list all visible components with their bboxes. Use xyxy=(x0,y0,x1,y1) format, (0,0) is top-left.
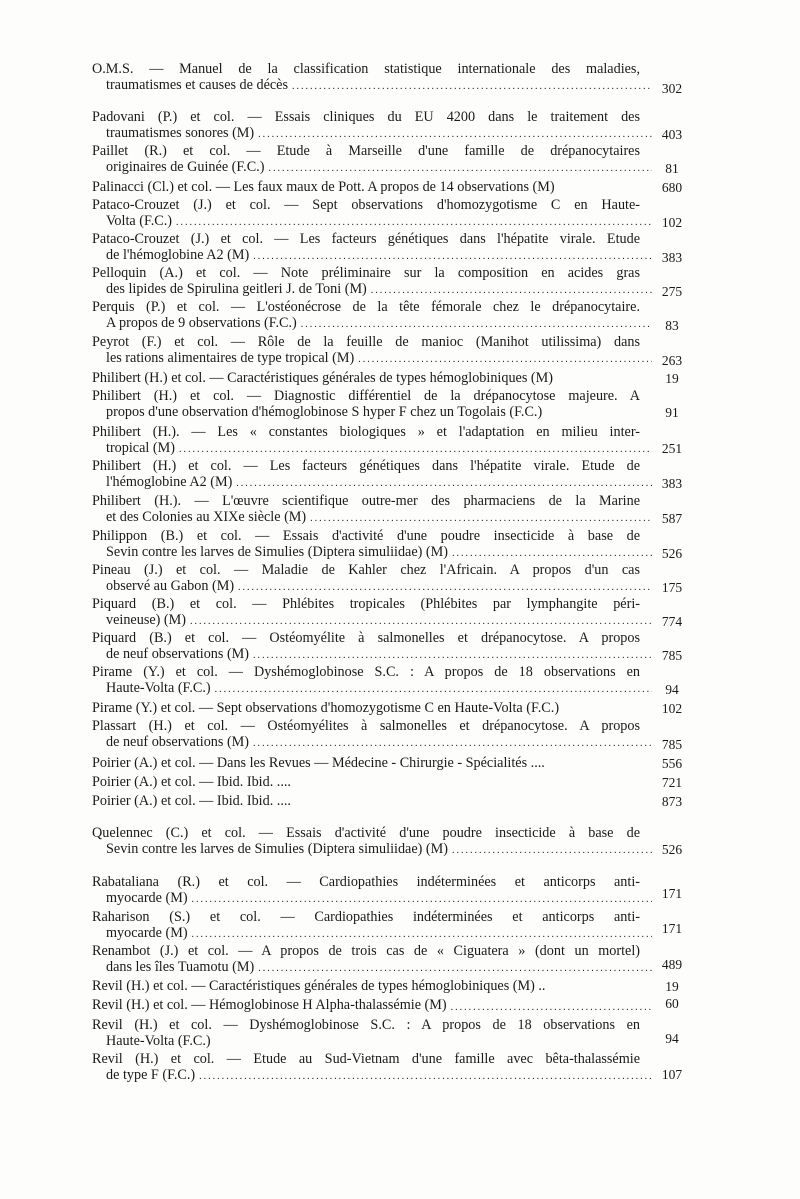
entry-line: Revil (H.) et col. — Dyshémoglobinose S.C. : A propos de 18 observations en xyxy=(92,1017,640,1033)
index-entry xyxy=(92,180,692,196)
entry-line: Revil (H.) et col. — Hémoglobinose H Alpha-thalassémie (M) xyxy=(92,997,447,1013)
entry-line: observé au Gabon (M) xyxy=(106,577,235,594)
index-entry xyxy=(92,979,692,995)
page-number: 175 xyxy=(661,580,683,595)
page-number: 383 xyxy=(661,476,683,491)
entry-line: et des Colonies au XIXe siècle (M) xyxy=(106,508,307,525)
index-entry xyxy=(92,701,692,717)
index-entry xyxy=(92,910,692,941)
entry-line: Poirier (A.) et col. — Dans les Revues — Médecine - Chirurgie - Spécialités .... xyxy=(92,755,545,771)
index-entry xyxy=(92,335,692,366)
entry-line: veineuse) (M) xyxy=(106,611,186,628)
entry-line: Renambot (J.) et col. — A propos de trois cas de « Ciguatera » (dont un mortel) xyxy=(92,943,640,959)
entry-line: de neuf observations (M) xyxy=(106,645,250,662)
page-number: 263 xyxy=(661,353,683,368)
index-entry xyxy=(92,631,692,662)
dot-leader xyxy=(253,738,652,750)
dot-leader xyxy=(176,217,652,229)
entry-line: Philibert (H.) et col. — Diagnostic différentiel de la drépanocytose majeure. A xyxy=(92,388,640,404)
entry-line: Pataco-Crouzet (J.) et col. — Les facteurs génétiques dans l'hépatite virale. Etude xyxy=(92,231,640,247)
page-number: 60 xyxy=(665,996,679,1011)
dot-leader xyxy=(192,929,652,941)
dot-leader xyxy=(451,1002,652,1014)
entry-line: Palinacci (Cl.) et col. — Les faux maux de Pott. A propos de 14 observations (M) xyxy=(92,179,555,195)
page-number: 873 xyxy=(661,794,683,809)
entry-line: myocarde (M) xyxy=(106,889,188,906)
index-entry xyxy=(92,144,692,175)
page-number: 19 xyxy=(665,371,679,386)
index-entry xyxy=(92,62,692,93)
entry-line: Revil (H.) et col. — Caractéristiques générales de types hémoglobiniques (M) .. xyxy=(92,978,546,994)
entry-line: Pirame (Y.) et col. — Dyshémoglobinose S.C. : A propos de 18 observations en xyxy=(92,664,640,680)
entry-line: Paillet (R.) et col. — Etude à Marseille d'une famille de drépanocytaires xyxy=(92,143,640,159)
index-entry xyxy=(92,1018,692,1049)
page-number: 171 xyxy=(661,921,683,936)
entry-line: Plassart (H.) et col. — Ostéomyélites à salmonelles et drépanocytose. A propos xyxy=(92,718,640,734)
dot-leader xyxy=(301,319,652,331)
entry-line: Pelloquin (A.) et col. — Note préliminaire sur la composition en acides gras xyxy=(92,265,640,281)
index-entry xyxy=(92,371,692,387)
entry-line: myocarde (M) xyxy=(106,924,188,941)
page-number: 107 xyxy=(661,1067,683,1082)
index-entry xyxy=(92,389,692,420)
entry-line: Poirier (A.) et col. — Ibid. Ibid. .... xyxy=(92,793,291,809)
page-number: 83 xyxy=(665,318,679,333)
entry-line: traumatismes et causes de décès xyxy=(106,76,288,93)
page-number: 587 xyxy=(661,511,683,526)
entry-line: dans les îles Tuamotu (M) xyxy=(106,958,255,975)
index-entry xyxy=(92,563,692,594)
dot-leader xyxy=(268,163,652,175)
index-entry xyxy=(92,775,692,791)
page-number: 556 xyxy=(661,756,683,771)
entry-line: Revil (H.) et col. — Etude au Sud-Vietnam d'une famille avec bêta-thalassémie xyxy=(92,1051,640,1067)
entry-line: les rations alimentaires de type tropical (M) xyxy=(106,349,355,366)
page-number: 91 xyxy=(665,405,679,420)
entry-line: de neuf observations (M) xyxy=(106,733,250,750)
index-entry xyxy=(92,998,692,1014)
entry-line: Pataco-Crouzet (J.) et col. — Sept observations d'homozygotisme C en Haute- xyxy=(92,197,640,213)
index-entry xyxy=(92,597,692,628)
page-number: 94 xyxy=(665,682,679,697)
dot-leader xyxy=(452,548,652,560)
page-number: 526 xyxy=(661,842,683,857)
page-number: 383 xyxy=(661,250,683,265)
entry-line: traumatismes sonores (M) xyxy=(106,124,255,141)
index-entry xyxy=(92,875,692,906)
index-entry xyxy=(92,300,692,331)
dot-leader xyxy=(236,478,652,490)
dot-leader xyxy=(253,650,652,662)
entry-line: des lipides de Spirulina geitleri J. de Toni (M) xyxy=(106,280,367,297)
index-entry xyxy=(92,756,692,772)
page-number: 785 xyxy=(661,737,683,752)
index-entry xyxy=(92,494,692,525)
page-number: 275 xyxy=(661,284,683,299)
entry-line: Haute-Volta (F.C.) xyxy=(106,1032,211,1049)
index-entry xyxy=(92,232,692,263)
entry-line: Philibert (H.) et col. — Caractéristiques générales de types hémoglobiniques (M) xyxy=(92,370,553,386)
dot-leader xyxy=(452,845,652,857)
index-entry xyxy=(92,529,692,560)
dot-leader xyxy=(258,129,652,141)
index-entry xyxy=(92,794,692,810)
entry-line: Haute-Volta (F.C.) xyxy=(106,679,211,696)
page-number: 774 xyxy=(661,614,683,629)
dot-leader xyxy=(310,513,652,525)
entry-line: O.M.S. — Manuel de la classification statistique internationale des maladies, xyxy=(92,61,640,77)
dot-leader xyxy=(253,251,652,263)
page-number: 251 xyxy=(661,441,683,456)
entry-line: de l'hémoglobine A2 (M) xyxy=(106,246,250,263)
entry-line: A propos de 9 observations (F.C.) xyxy=(106,314,297,331)
dot-leader xyxy=(190,616,652,628)
page-number: 81 xyxy=(665,161,679,176)
page-number: 102 xyxy=(661,701,683,716)
index-entry xyxy=(92,944,692,975)
entry-line: Philibert (H.) et col. — Les facteurs génétiques dans l'hépatite virale. Etude de xyxy=(92,458,640,474)
dot-leader xyxy=(358,354,652,366)
page-number: 102 xyxy=(661,215,683,230)
index-entry xyxy=(92,826,692,857)
dot-leader xyxy=(199,1071,652,1083)
entry-line: Pineau (J.) et col. — Maladie de Kahler chez l'Africain. A propos d'un cas xyxy=(92,562,640,578)
dot-leader xyxy=(238,582,652,594)
entry-line: Quelennec (C.) et col. — Essais d'activité d'une poudre insecticide à base de xyxy=(92,825,640,841)
index-entry xyxy=(92,665,692,696)
entry-line: Philibert (H.). — L'œuvre scientifique outre-mer des pharmaciens de la Marine xyxy=(92,493,640,509)
entry-line: Rabataliana (R.) et col. — Cardiopathies indéterminées et anticorps anti- xyxy=(92,874,640,890)
entry-line: Sevin contre les larves de Simulies (Diptera simuliidae) (M) xyxy=(106,840,448,857)
entry-line: tropical (M) xyxy=(106,439,175,456)
entry-line: originaires de Guinée (F.C.) xyxy=(106,158,265,175)
entry-line: l'hémoglobine A2 (M) xyxy=(106,473,233,490)
entry-line: Peyrot (F.) et col. — Rôle de la feuille de manioc (Manihot utilissima) dans xyxy=(92,334,640,350)
page-number: 785 xyxy=(661,648,683,663)
entry-line: Philibert (H.). — Les « constantes biologiques » et l'adaptation en milieu inter- xyxy=(92,424,640,440)
dot-leader xyxy=(371,285,652,297)
dot-leader xyxy=(292,81,652,93)
dot-leader xyxy=(215,684,652,696)
index-entry xyxy=(92,198,692,229)
entry-line: Philippon (B.) et col. — Essais d'activité d'une poudre insecticide à base de xyxy=(92,528,640,544)
dot-leader xyxy=(179,444,652,456)
page-number: 19 xyxy=(665,979,679,994)
entry-line: Piquard (B.) et col. — Phlébites tropicales (Phlébites par lymphangite péri- xyxy=(92,596,640,612)
entry-line: Volta (F.C.) xyxy=(106,212,172,229)
page-number: 526 xyxy=(661,546,683,561)
index-entry xyxy=(92,425,692,456)
entry-line: Raharison (S.) et col. — Cardiopathies indéterminées et anticorps anti- xyxy=(92,909,640,925)
page-number: 403 xyxy=(661,127,683,142)
page-number: 489 xyxy=(661,957,683,972)
entry-line: Sevin contre les larves de Simulies (Diptera simuliidae) (M) xyxy=(106,543,448,560)
page-number: 94 xyxy=(665,1031,679,1046)
page-number: 721 xyxy=(661,775,683,790)
index-entry xyxy=(92,459,692,490)
dot-leader xyxy=(258,963,652,975)
page-number: 302 xyxy=(661,81,683,96)
entry-line: propos d'une observation d'hémoglobinose S hyper F chez un Togolais (F.C.) xyxy=(106,403,543,420)
entry-line: Poirier (A.) et col. — Ibid. Ibid. .... xyxy=(92,774,291,790)
dot-leader xyxy=(192,894,652,906)
page-number: 680 xyxy=(661,180,683,195)
index-entry xyxy=(92,110,692,141)
index-entry xyxy=(92,1052,692,1083)
entry-line: Perquis (P.) et col. — L'ostéonécrose de la tête fémorale chez le drépanocytaire. xyxy=(92,299,640,315)
entry-line: Piquard (B.) et col. — Ostéomyélite à salmonelles et drépanocytose. A propos xyxy=(92,630,640,646)
entry-line: Pirame (Y.) et col. — Sept observations d'homozygotisme C en Haute-Volta (F.C.) xyxy=(92,700,560,716)
index-entry xyxy=(92,266,692,297)
entry-line: Padovani (P.) et col. — Essais cliniques du EU 4200 dans le traitement des xyxy=(92,109,640,125)
page-number: 171 xyxy=(661,886,683,901)
index-entry xyxy=(92,719,692,750)
entry-line: de type F (F.C.) xyxy=(106,1066,196,1083)
